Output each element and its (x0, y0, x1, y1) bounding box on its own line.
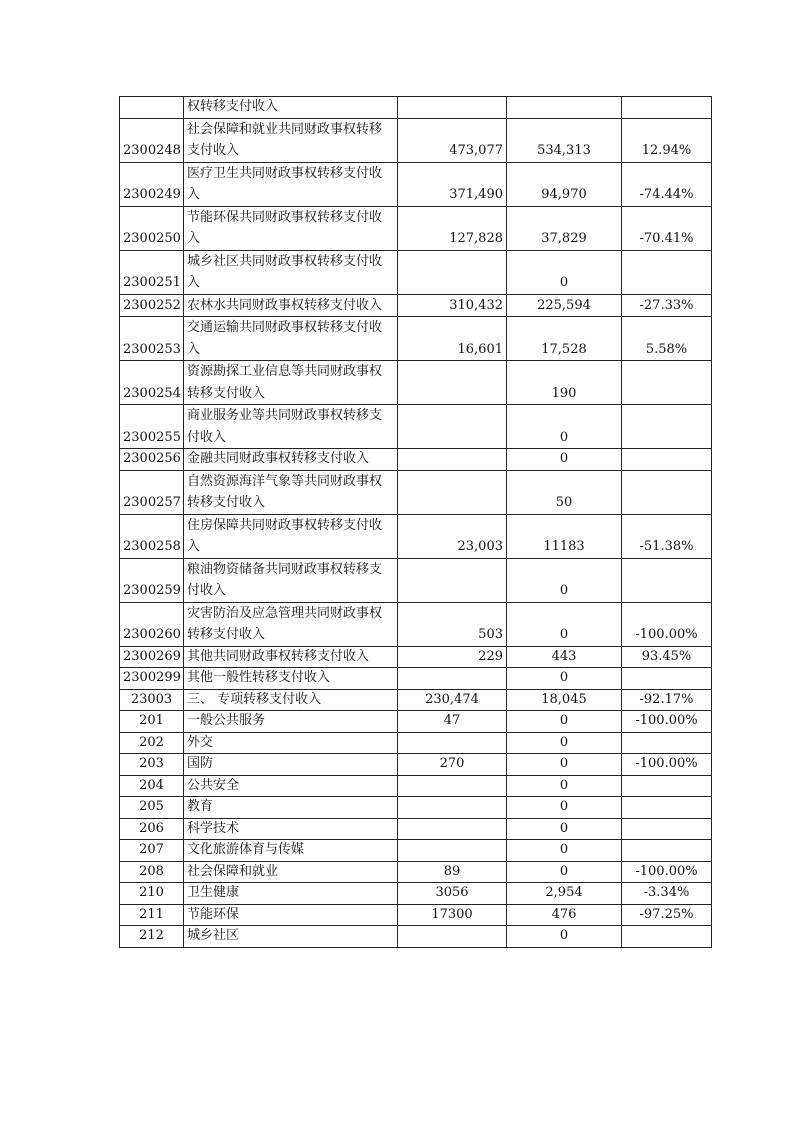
row-name: 教育 (184, 797, 398, 819)
row-value-current: 0 (507, 405, 622, 449)
row-value-prior (398, 732, 507, 754)
row-code: 211 (120, 904, 184, 926)
row-value-prior: 3056 (398, 883, 507, 905)
row-name: 城乡社区共同财政事权转移支付收入 (184, 250, 398, 294)
table-row (120, 818, 712, 840)
row-name: 权转移支付收入 (184, 97, 398, 119)
row-value-prior: 473,077 (398, 118, 507, 162)
row-value-prior (398, 405, 507, 449)
table-row (120, 797, 712, 819)
table-row (120, 162, 712, 206)
table-row (120, 97, 712, 119)
row-name: 三、 专项转移支付收入 (184, 689, 398, 711)
row-change-rate: 93.45% (622, 646, 712, 668)
row-code: 202 (120, 732, 184, 754)
row-name: 资源勘探工业信息等共同财政事权转移支付收入 (184, 361, 398, 405)
table-row (120, 883, 712, 905)
table-row (120, 754, 712, 776)
row-value-current: 17,528 (507, 317, 622, 361)
row-value-prior (398, 818, 507, 840)
row-value-current: 0 (507, 797, 622, 819)
row-name: 外交 (184, 732, 398, 754)
row-code: 2300256 (120, 449, 184, 471)
row-change-rate (622, 926, 712, 948)
table-row (120, 317, 712, 361)
row-code (120, 97, 184, 119)
row-value-prior (398, 250, 507, 294)
table-row (120, 711, 712, 733)
row-name: 医疗卫生共同财政事权转移支付收入 (184, 162, 398, 206)
row-value-current: 0 (507, 754, 622, 776)
row-name: 住房保障共同财政事权转移支付收入 (184, 514, 398, 558)
row-name: 文化旅游体育与传媒 (184, 840, 398, 862)
row-value-prior: 17300 (398, 904, 507, 926)
table-row (120, 294, 712, 317)
row-change-rate (622, 797, 712, 819)
row-name: 金融共同财政事权转移支付收入 (184, 449, 398, 471)
table-row (120, 118, 712, 162)
row-value-current: 0 (507, 818, 622, 840)
row-value-prior: 230,474 (398, 689, 507, 711)
row-value-current: 225,594 (507, 294, 622, 317)
table-row (120, 861, 712, 883)
row-value-current: 0 (507, 775, 622, 797)
row-name: 城乡社区 (184, 926, 398, 948)
row-change-rate (622, 558, 712, 602)
row-value-current: 0 (507, 711, 622, 733)
row-change-rate: -27.33% (622, 294, 712, 317)
row-change-rate (622, 668, 712, 690)
row-change-rate: -100.00% (622, 711, 712, 733)
row-value-current (507, 97, 622, 119)
budget-table (119, 96, 712, 948)
row-name: 交通运输共同财政事权转移支付收入 (184, 317, 398, 361)
row-value-current: 443 (507, 646, 622, 668)
table-row (120, 840, 712, 862)
row-code: 2300250 (120, 206, 184, 250)
table-row (120, 926, 712, 948)
row-value-current: 476 (507, 904, 622, 926)
row-value-prior: 229 (398, 646, 507, 668)
row-code: 2300299 (120, 668, 184, 690)
row-value-prior: 89 (398, 861, 507, 883)
row-change-rate (622, 361, 712, 405)
row-change-rate (622, 405, 712, 449)
row-name: 一般公共服务 (184, 711, 398, 733)
row-value-current: 2,954 (507, 883, 622, 905)
row-change-rate: -100.00% (622, 754, 712, 776)
row-name: 公共安全 (184, 775, 398, 797)
row-code: 2300251 (120, 250, 184, 294)
table-row (120, 775, 712, 797)
row-value-prior: 127,828 (398, 206, 507, 250)
row-code: 208 (120, 861, 184, 883)
row-value-current: 0 (507, 732, 622, 754)
row-name: 自然资源海洋气象等共同财政事权转移支付收入 (184, 470, 398, 514)
row-value-prior: 47 (398, 711, 507, 733)
row-code: 206 (120, 818, 184, 840)
row-value-prior (398, 797, 507, 819)
table-row (120, 602, 712, 646)
row-name: 节能环保共同财政事权转移支付收入 (184, 206, 398, 250)
row-code: 2300258 (120, 514, 184, 558)
row-value-current: 190 (507, 361, 622, 405)
row-code: 207 (120, 840, 184, 862)
row-change-rate: -70.41% (622, 206, 712, 250)
table-row (120, 250, 712, 294)
row-value-current: 0 (507, 861, 622, 883)
row-value-current: 50 (507, 470, 622, 514)
row-value-prior (398, 840, 507, 862)
row-value-prior: 371,490 (398, 162, 507, 206)
row-change-rate (622, 97, 712, 119)
row-change-rate (622, 449, 712, 471)
row-value-current: 0 (507, 668, 622, 690)
row-value-current: 37,829 (507, 206, 622, 250)
row-code: 2300249 (120, 162, 184, 206)
row-value-prior (398, 361, 507, 405)
row-code: 2300260 (120, 602, 184, 646)
row-change-rate: -100.00% (622, 602, 712, 646)
row-change-rate (622, 775, 712, 797)
row-name: 商业服务业等共同财政事权转移支付收入 (184, 405, 398, 449)
row-name: 国防 (184, 754, 398, 776)
row-code: 2300248 (120, 118, 184, 162)
row-change-rate (622, 840, 712, 862)
row-name: 社会保障和就业 (184, 861, 398, 883)
row-code: 2300253 (120, 317, 184, 361)
row-change-rate (622, 250, 712, 294)
row-name: 灾害防治及应急管理共同财政事权转移支付收入 (184, 602, 398, 646)
row-value-current: 18,045 (507, 689, 622, 711)
row-name: 农林水共同财政事权转移支付收入 (184, 294, 398, 317)
row-code: 2300269 (120, 646, 184, 668)
row-value-current: 0 (507, 926, 622, 948)
row-value-current: 0 (507, 449, 622, 471)
budget-table-body (120, 97, 712, 948)
row-code: 2300252 (120, 294, 184, 317)
row-value-prior: 503 (398, 602, 507, 646)
row-value-prior: 16,601 (398, 317, 507, 361)
row-value-prior (398, 775, 507, 797)
table-row (120, 904, 712, 926)
row-value-prior: 310,432 (398, 294, 507, 317)
table-row (120, 449, 712, 471)
row-code: 210 (120, 883, 184, 905)
row-code: 212 (120, 926, 184, 948)
row-value-current: 0 (507, 250, 622, 294)
row-change-rate: -92.17% (622, 689, 712, 711)
row-code: 203 (120, 754, 184, 776)
row-value-prior (398, 668, 507, 690)
row-name: 节能环保 (184, 904, 398, 926)
row-value-prior (398, 97, 507, 119)
row-value-prior (398, 470, 507, 514)
row-value-current: 0 (507, 602, 622, 646)
row-change-rate (622, 470, 712, 514)
row-value-current: 0 (507, 558, 622, 602)
row-change-rate: 5.58% (622, 317, 712, 361)
row-value-current: 0 (507, 840, 622, 862)
row-change-rate: 12.94% (622, 118, 712, 162)
row-value-prior: 23,003 (398, 514, 507, 558)
table-row (120, 732, 712, 754)
row-value-current: 94,970 (507, 162, 622, 206)
row-change-rate: -51.38% (622, 514, 712, 558)
table-row (120, 405, 712, 449)
row-name: 科学技术 (184, 818, 398, 840)
row-value-current: 11183 (507, 514, 622, 558)
row-name: 其他共同财政事权转移支付收入 (184, 646, 398, 668)
row-code: 204 (120, 775, 184, 797)
row-code: 2300259 (120, 558, 184, 602)
table-row (120, 206, 712, 250)
row-value-prior (398, 926, 507, 948)
row-code: 205 (120, 797, 184, 819)
table-row (120, 668, 712, 690)
row-name: 其他一般性转移支付收入 (184, 668, 398, 690)
row-change-rate: -100.00% (622, 861, 712, 883)
row-code: 2300255 (120, 405, 184, 449)
row-change-rate: -97.25% (622, 904, 712, 926)
row-name: 粮油物资储备共同财政事权转移支付收入 (184, 558, 398, 602)
row-change-rate (622, 732, 712, 754)
table-row (120, 689, 712, 711)
row-code: 201 (120, 711, 184, 733)
row-value-current: 534,313 (507, 118, 622, 162)
row-name: 卫生健康 (184, 883, 398, 905)
row-value-prior (398, 449, 507, 471)
row-name: 社会保障和就业共同财政事权转移支付收入 (184, 118, 398, 162)
row-change-rate: -74.44% (622, 162, 712, 206)
row-value-prior (398, 558, 507, 602)
row-code: 23003 (120, 689, 184, 711)
row-change-rate (622, 818, 712, 840)
table-row (120, 558, 712, 602)
table-row (120, 514, 712, 558)
row-change-rate: -3.34% (622, 883, 712, 905)
table-row (120, 470, 712, 514)
row-code: 2300257 (120, 470, 184, 514)
table-row (120, 646, 712, 668)
row-value-prior: 270 (398, 754, 507, 776)
table-row (120, 361, 712, 405)
row-code: 2300254 (120, 361, 184, 405)
